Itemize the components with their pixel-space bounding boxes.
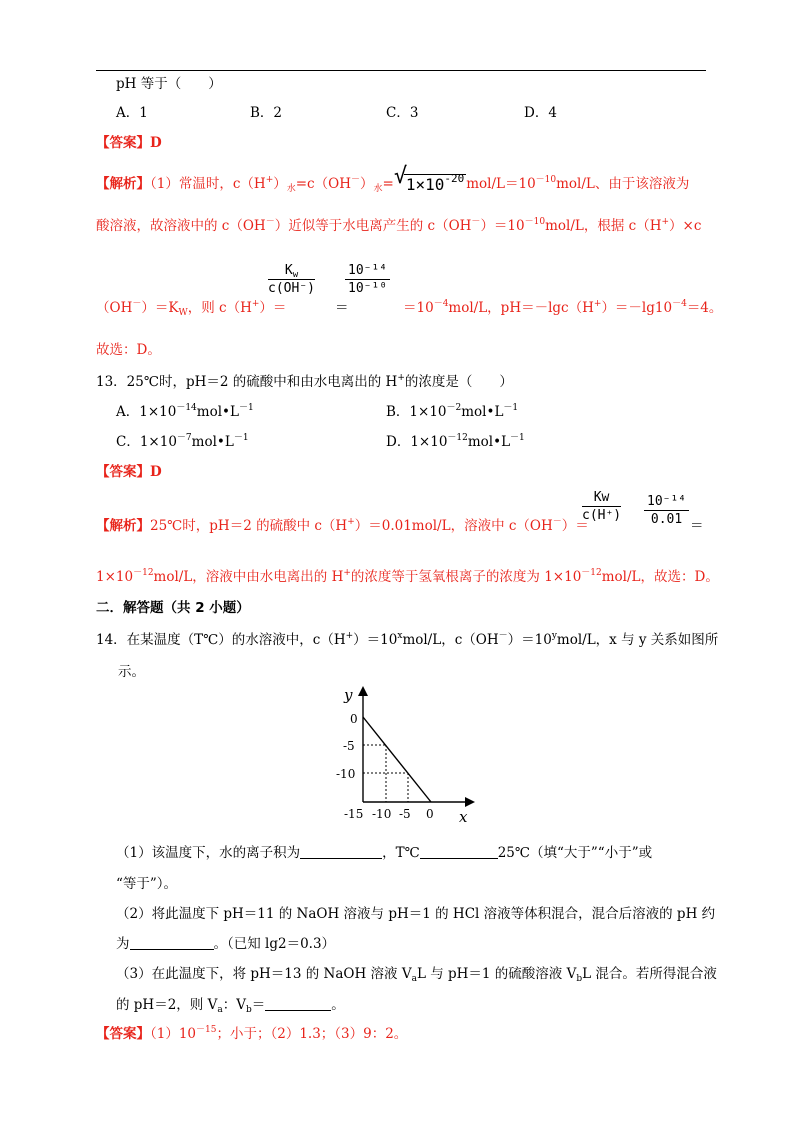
q12-conclusion: 故选：D。 xyxy=(96,342,161,358)
q12-analysis-line3-result: $=10^{-4}mol/L$，$pH=-\lg c(H^+)=-\lg 10^{-4}=4$。 xyxy=(403,299,723,316)
x-tick-neg15: -15 xyxy=(344,807,364,821)
blank-volume-ratio[interactable] xyxy=(265,1010,331,1011)
x-axis-label: x xyxy=(459,808,468,824)
x-axis-arrow xyxy=(465,797,475,807)
header-rule xyxy=(96,70,706,71)
q13-kw-fraction: $\frac{Kw}{c(H^+)}$ xyxy=(582,490,622,523)
y-axis-label: y xyxy=(344,686,353,704)
section-heading: 二．解答题（共 2 小题） xyxy=(96,600,250,616)
q12-kw-fraction: $\frac{K_w}{c(OH^-)}$ xyxy=(268,263,315,296)
q13-option-c: C．$1\times 10^{-7}mol•L^{-1}$ xyxy=(116,433,249,450)
q13-option-a: A．$1\times 10^{-14}mol•L^{-1}$ xyxy=(116,403,254,420)
q14-stem-line2: 示。 xyxy=(118,664,145,680)
q13-option-d: D．$1\times 10^{-12}mol•L^{-1}$ xyxy=(386,433,525,450)
q13-stem: 13．25℃时，pH＝2 的硫酸中和由水电离出的 H+的浓度是（ ） xyxy=(96,373,513,390)
q12-analysis-line2: 酸溶液，故溶液中的 c（OH－）近似等于水电离产生的 $c(OH^-)=10^{-10}mol/L$，根据 c（H+）×c xyxy=(96,217,702,234)
q13-analysis-line2: $1\times 10^{-12}mol/L$，溶液中由水电离出的 H+的浓度等于氢氧根离子的浓度为 $1\times 10^{-12}mol/L$，故选：D。 xyxy=(96,568,719,585)
q13-option-b: B．$1\times 10^{-2}mol•L^{-1}$ xyxy=(386,403,519,420)
q12-answer: 【答案】D xyxy=(96,135,162,151)
q14-answer: 【答案】$(1)10^{-15}$；小于；（2）1.3；（3）9：2。 xyxy=(96,1025,408,1042)
y-tick-neg5: -5 xyxy=(343,739,355,753)
q13-answer: 【答案】D xyxy=(96,464,162,480)
blank-temperature-compare[interactable] xyxy=(420,858,498,859)
q14-part3-tail: 的 pH＝2，则 $V_a$：$V_b=$ 。 xyxy=(116,997,345,1015)
q12-analysis-line3: $(OH^-)=K_W$，则 c（H+）＝ xyxy=(96,299,287,318)
q12-value-fraction: $\frac{\text{10⁻¹⁴}}{\text{10⁻¹⁰}}$ xyxy=(345,263,390,296)
blank-ph[interactable] xyxy=(130,949,214,950)
q12-option-c: C．3 xyxy=(386,105,419,121)
blank-ion-product[interactable] xyxy=(300,858,382,859)
q12-option-d: D．4 xyxy=(524,105,557,121)
q14-part2-tail: 为 。（已知 lg2＝0.3） xyxy=(116,936,336,952)
x-tick-neg10: -10 xyxy=(372,807,392,821)
q14-part1-tail: “等于”）。 xyxy=(116,876,178,892)
y-axis-arrow xyxy=(358,686,368,696)
q14-part1: （1）该温度下，水的离子积为 ，T℃ 25℃（填“大于”“小于”或 xyxy=(116,845,653,861)
q12-analysis-line1: 【解析】（1）常温时，$c(H^+)_水=c(OH^-)_水=$ √ $1\times 10^{-20}$ mol/$L=10^{-10}mol/L$、由于该溶液为 xyxy=(96,164,690,194)
q12-option-b: B．2 xyxy=(250,105,283,121)
q14-stem-line1: 14．在某温度（T℃）的水溶液中，$c(H^+)=10^xmol/L$，$c(OH^-)=10^ymol/L$，x 与 y 关系如图所 xyxy=(96,631,719,648)
sqrt-expression: √ $1\times 10^{-20}$ xyxy=(393,164,465,194)
q14-part2: （2）将此温度下 pH＝11 的 NaOH 溶液与 pH＝1 的 HCl 溶液等体积混合，混合后溶液的 pH 约 xyxy=(116,906,716,922)
relation-line xyxy=(363,717,431,802)
y-tick-neg10: -10 xyxy=(336,767,356,781)
q14-part3: （3）在此温度下，将 pH＝13 的 NaOH 溶液 $V_aL$ 与 pH＝1 的硫酸溶液 $V_bL$ 混合。若所得混合液 xyxy=(116,966,717,984)
x-tick-neg5: -5 xyxy=(399,807,411,821)
q12-stem-tail: pH 等于（ ） xyxy=(116,76,222,92)
q13-analysis-line1: 【解析】25℃时，pH＝2 的硫酸中 c（H+）＝0.01mol/L，溶液中 c（OH－）＝ xyxy=(96,517,589,534)
q12-option-a: A．1 xyxy=(116,105,148,121)
q13-value-fraction: $\frac{\text{10⁻¹⁴}}{0.01}$ xyxy=(644,494,689,527)
xy-graph xyxy=(330,684,480,824)
y-tick-0: 0 xyxy=(350,712,358,726)
x-tick-0: 0 xyxy=(426,807,434,821)
